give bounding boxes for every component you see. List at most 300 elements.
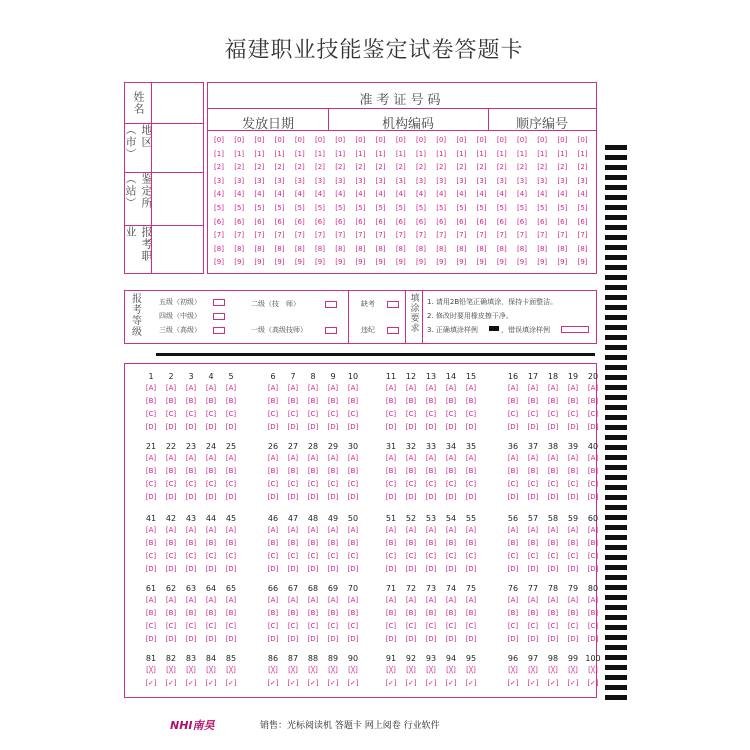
tf-bubble[interactable]: [╳]	[348, 666, 358, 674]
tf-bubble[interactable]: [✓]	[547, 679, 559, 687]
digit-bubble[interactable]: [5]	[234, 204, 245, 212]
digit-bubble[interactable]: [1]	[234, 149, 245, 158]
tf-bubble[interactable]: [✓]	[507, 679, 519, 687]
answer-bubble[interactable]: [B]	[385, 539, 397, 547]
answer-bubble[interactable]: [A]	[145, 526, 157, 534]
answer-bubble[interactable]: [C]	[587, 480, 599, 488]
answer-bubble[interactable]: [A]	[225, 526, 237, 534]
answer-bubble[interactable]: [D]	[445, 565, 457, 573]
answer-bubble[interactable]: [A]	[267, 526, 279, 534]
answer-bubble[interactable]: [B]	[405, 397, 417, 405]
digit-bubble[interactable]: [2]	[517, 163, 527, 172]
answer-bubble[interactable]: [A]	[405, 596, 417, 604]
digit-bubble[interactable]: [0]	[496, 136, 507, 144]
digit-bubble[interactable]: [9]	[517, 258, 527, 267]
answer-bubble[interactable]: [D]	[527, 565, 539, 573]
digit-bubble[interactable]: [2]	[294, 163, 305, 172]
answer-bubble[interactable]: [C]	[527, 622, 539, 630]
answer-bubble[interactable]: [A]	[225, 596, 237, 604]
answer-bubble[interactable]: [C]	[165, 480, 177, 488]
digit-bubble[interactable]: [0]	[315, 136, 325, 144]
answer-bubble[interactable]: [C]	[425, 480, 437, 488]
answer-bubble[interactable]: [C]	[465, 622, 477, 630]
answer-bubble[interactable]: [B]	[287, 539, 299, 547]
digit-bubble[interactable]: [9]	[315, 258, 325, 267]
answer-bubble[interactable]: [C]	[225, 622, 237, 630]
digit-bubble[interactable]: [9]	[335, 258, 346, 267]
digit-bubble[interactable]: [8]	[254, 244, 265, 253]
digit-bubble[interactable]: [4]	[476, 190, 487, 199]
answer-bubble[interactable]: [C]	[567, 552, 579, 560]
digit-bubble[interactable]: [3]	[294, 176, 305, 185]
answer-bubble[interactable]: [B]	[165, 467, 177, 475]
answer-bubble[interactable]: [A]	[145, 384, 157, 392]
digit-bubble[interactable]: [3]	[456, 176, 467, 185]
answer-bubble[interactable]: [C]	[267, 622, 279, 630]
answer-bubble[interactable]: [A]	[567, 526, 579, 534]
answer-bubble[interactable]: [D]	[327, 635, 339, 643]
answer-bubble[interactable]: [C]	[145, 480, 157, 488]
digit-bubble[interactable]: [7]	[557, 231, 568, 240]
answer-bubble[interactable]: [C]	[327, 552, 339, 560]
tf-bubble[interactable]: [✓]	[405, 679, 417, 687]
absent-checkbox[interactable]	[387, 301, 399, 308]
answer-bubble[interactable]: [B]	[405, 539, 417, 547]
region-field[interactable]	[151, 124, 203, 173]
digit-bubble[interactable]: [0]	[517, 136, 527, 144]
level-4-checkbox[interactable]	[213, 313, 225, 320]
violation-checkbox[interactable]	[387, 327, 399, 334]
answer-bubble[interactable]: [A]	[567, 454, 579, 462]
digit-bubble[interactable]: [5]	[456, 204, 467, 212]
answer-bubble[interactable]: [A]	[527, 526, 539, 534]
answer-bubble[interactable]: [C]	[445, 552, 457, 560]
answer-bubble[interactable]: [B]	[165, 539, 177, 547]
answer-bubble[interactable]: [D]	[567, 635, 579, 643]
digit-bubble[interactable]: [3]	[436, 176, 447, 185]
digit-bubble[interactable]: [6]	[234, 217, 245, 226]
tf-bubble[interactable]: [╳]	[206, 666, 216, 674]
answer-bubble[interactable]: [A]	[145, 596, 157, 604]
digit-bubble[interactable]: [4]	[315, 190, 325, 199]
digit-bubble[interactable]: [0]	[274, 136, 285, 144]
answer-bubble[interactable]: [C]	[205, 410, 217, 418]
digit-bubble[interactable]: [3]	[416, 176, 426, 185]
answer-bubble[interactable]: [D]	[225, 565, 237, 573]
digit-bubble[interactable]: [3]	[577, 176, 588, 185]
answer-bubble[interactable]: [A]	[347, 596, 359, 604]
digit-bubble[interactable]: [6]	[335, 217, 346, 226]
digit-bubble[interactable]: [5]	[375, 204, 386, 212]
tf-bubble[interactable]: [╳]	[508, 666, 518, 674]
answer-bubble[interactable]: [A]	[165, 596, 177, 604]
digit-bubble[interactable]: [2]	[254, 163, 265, 172]
answer-bubble[interactable]: [A]	[445, 526, 457, 534]
answer-bubble[interactable]: [B]	[587, 467, 599, 475]
tf-bubble[interactable]: [╳]	[588, 666, 598, 674]
digit-bubble[interactable]: [9]	[375, 258, 386, 267]
answer-bubble[interactable]: [B]	[587, 609, 599, 617]
answer-bubble[interactable]: [C]	[445, 480, 457, 488]
answer-bubble[interactable]: [D]	[205, 493, 217, 501]
digit-bubble[interactable]: [8]	[315, 244, 325, 253]
digit-bubble[interactable]: [1]	[456, 149, 467, 158]
answer-bubble[interactable]: [A]	[347, 454, 359, 462]
digit-bubble[interactable]: [5]	[395, 204, 406, 212]
digit-bubble[interactable]: [9]	[577, 258, 588, 267]
answer-bubble[interactable]: [D]	[465, 493, 477, 501]
tf-bubble[interactable]: [╳]	[288, 666, 298, 674]
digit-bubble[interactable]: [7]	[537, 231, 548, 240]
answer-bubble[interactable]: [C]	[225, 410, 237, 418]
answer-bubble[interactable]: [B]	[287, 467, 299, 475]
answer-bubble[interactable]: [B]	[205, 609, 217, 617]
answer-bubble[interactable]: [B]	[507, 467, 519, 475]
answer-bubble[interactable]: [B]	[185, 539, 197, 547]
answer-bubble[interactable]: [A]	[327, 526, 339, 534]
answer-bubble[interactable]: [A]	[425, 454, 437, 462]
answer-bubble[interactable]: [C]	[385, 552, 397, 560]
answer-bubble[interactable]: [D]	[165, 493, 177, 501]
answer-bubble[interactable]: [C]	[307, 410, 319, 418]
tf-bubble[interactable]: [✓]	[385, 679, 397, 687]
digit-bubble[interactable]: [7]	[274, 231, 285, 240]
digit-bubble[interactable]: [5]	[577, 204, 588, 212]
digit-bubble[interactable]: [3]	[234, 176, 245, 185]
digit-bubble[interactable]: [8]	[234, 244, 245, 253]
digit-bubble[interactable]: [5]	[476, 204, 487, 212]
answer-bubble[interactable]: [D]	[307, 635, 319, 643]
digit-bubble[interactable]: [1]	[517, 149, 527, 158]
answer-bubble[interactable]: [C]	[465, 552, 477, 560]
answer-bubble[interactable]: [B]	[507, 539, 519, 547]
digit-bubble[interactable]: [1]	[577, 149, 588, 158]
answer-bubble[interactable]: [B]	[445, 539, 457, 547]
answer-bubble[interactable]: [B]	[587, 539, 599, 547]
digit-bubble[interactable]: [0]	[577, 136, 588, 144]
answer-bubble[interactable]: [B]	[385, 397, 397, 405]
answer-bubble[interactable]: [B]	[567, 609, 579, 617]
digit-bubble[interactable]: [8]	[456, 244, 467, 253]
answer-bubble[interactable]: [A]	[587, 384, 599, 392]
digit-bubble[interactable]: [5]	[496, 204, 507, 212]
answer-bubble[interactable]: [B]	[267, 609, 279, 617]
digit-bubble[interactable]: [4]	[456, 190, 467, 199]
answer-bubble[interactable]: [A]	[527, 596, 539, 604]
answer-bubble[interactable]: [B]	[567, 539, 579, 547]
answer-bubble[interactable]: [D]	[587, 493, 599, 501]
digit-bubble[interactable]: [9]	[557, 258, 568, 267]
tf-bubble[interactable]: [╳]	[406, 666, 416, 674]
tf-bubble[interactable]: [✓]	[587, 679, 599, 687]
answer-bubble[interactable]: [D]	[145, 423, 157, 431]
answer-bubble[interactable]: [C]	[185, 622, 197, 630]
answer-bubble[interactable]: [A]	[385, 454, 397, 462]
answer-bubble[interactable]: [A]	[465, 526, 477, 534]
answer-bubble[interactable]: [B]	[385, 467, 397, 475]
answer-bubble[interactable]: [C]	[425, 410, 437, 418]
tf-bubble[interactable]: [╳]	[328, 666, 338, 674]
digit-bubble[interactable]: [0]	[557, 136, 568, 144]
answer-bubble[interactable]: [C]	[385, 480, 397, 488]
answer-bubble[interactable]: [A]	[287, 596, 299, 604]
digit-bubble[interactable]: [1]	[375, 149, 386, 158]
answer-bubble[interactable]: [D]	[327, 565, 339, 573]
answer-bubble[interactable]: [B]	[547, 609, 559, 617]
digit-bubble[interactable]: [9]	[496, 258, 507, 267]
digit-bubble[interactable]: [1]	[416, 149, 426, 158]
tf-bubble[interactable]: [✓]	[465, 679, 477, 687]
digit-bubble[interactable]: [1]	[214, 149, 224, 158]
tf-bubble[interactable]: [╳]	[146, 666, 156, 674]
answer-bubble[interactable]: [B]	[205, 397, 217, 405]
answer-bubble[interactable]: [C]	[527, 410, 539, 418]
answer-bubble[interactable]: [D]	[405, 635, 417, 643]
digit-bubble[interactable]: [6]	[395, 217, 406, 226]
answer-bubble[interactable]: [B]	[145, 539, 157, 547]
answer-bubble[interactable]: [A]	[385, 384, 397, 392]
answer-bubble[interactable]: [B]	[225, 397, 237, 405]
tf-bubble[interactable]: [╳]	[466, 666, 476, 674]
answer-bubble[interactable]: [A]	[185, 526, 197, 534]
answer-bubble[interactable]: [B]	[185, 609, 197, 617]
answer-bubble[interactable]: [A]	[165, 526, 177, 534]
digit-bubble[interactable]: [7]	[234, 231, 245, 240]
level-5-checkbox[interactable]	[213, 299, 225, 306]
digit-bubble[interactable]: [9]	[355, 258, 366, 267]
answer-bubble[interactable]: [A]	[405, 454, 417, 462]
digit-bubble[interactable]: [5]	[335, 204, 346, 212]
digit-bubble[interactable]: [8]	[436, 244, 447, 253]
answer-bubble[interactable]: [D]	[145, 635, 157, 643]
digit-bubble[interactable]: [8]	[355, 244, 366, 253]
answer-bubble[interactable]: [D]	[507, 423, 519, 431]
digit-bubble[interactable]: [6]	[375, 217, 386, 226]
answer-bubble[interactable]: [C]	[165, 552, 177, 560]
digit-bubble[interactable]: [5]	[537, 204, 548, 212]
digit-bubble[interactable]: [8]	[395, 244, 406, 253]
answer-bubble[interactable]: [A]	[425, 384, 437, 392]
digit-bubble[interactable]: [9]	[254, 258, 265, 267]
answer-bubble[interactable]: [B]	[145, 467, 157, 475]
digit-bubble[interactable]: [3]	[254, 176, 265, 185]
answer-bubble[interactable]: [D]	[385, 423, 397, 431]
answer-bubble[interactable]: [A]	[307, 454, 319, 462]
answer-bubble[interactable]: [B]	[287, 397, 299, 405]
answer-bubble[interactable]: [D]	[327, 423, 339, 431]
answer-bubble[interactable]: [D]	[567, 423, 579, 431]
digit-bubble[interactable]: [5]	[416, 204, 426, 212]
digit-bubble[interactable]: [9]	[234, 258, 245, 267]
answer-bubble[interactable]: [D]	[445, 493, 457, 501]
tf-bubble[interactable]: [✓]	[445, 679, 457, 687]
digit-bubble[interactable]: [4]	[416, 190, 426, 199]
tf-bubble[interactable]: [╳]	[186, 666, 196, 674]
answer-bubble[interactable]: [B]	[267, 397, 279, 405]
digit-bubble[interactable]: [1]	[557, 149, 568, 158]
answer-bubble[interactable]: [C]	[225, 480, 237, 488]
answer-bubble[interactable]: [C]	[145, 622, 157, 630]
answer-bubble[interactable]: [B]	[225, 467, 237, 475]
digit-bubble[interactable]: [6]	[577, 217, 588, 226]
answer-bubble[interactable]: [B]	[527, 609, 539, 617]
answer-bubble[interactable]: [A]	[347, 384, 359, 392]
answer-bubble[interactable]: [B]	[327, 397, 339, 405]
answer-bubble[interactable]: [A]	[267, 596, 279, 604]
answer-bubble[interactable]: [D]	[185, 635, 197, 643]
answer-bubble[interactable]: [B]	[347, 539, 359, 547]
answer-bubble[interactable]: [C]	[327, 410, 339, 418]
answer-bubble[interactable]: [B]	[507, 397, 519, 405]
answer-bubble[interactable]: [A]	[547, 454, 559, 462]
answer-bubble[interactable]: [D]	[385, 635, 397, 643]
answer-bubble[interactable]: [D]	[267, 493, 279, 501]
answer-bubble[interactable]: [A]	[445, 596, 457, 604]
answer-bubble[interactable]: [D]	[587, 565, 599, 573]
answer-bubble[interactable]: [A]	[385, 526, 397, 534]
answer-bubble[interactable]: [A]	[547, 596, 559, 604]
tf-bubble[interactable]: [✓]	[225, 679, 237, 687]
answer-bubble[interactable]: [D]	[527, 493, 539, 501]
answer-bubble[interactable]: [A]	[445, 454, 457, 462]
answer-bubble[interactable]: [B]	[307, 609, 319, 617]
answer-bubble[interactable]: [D]	[327, 493, 339, 501]
answer-bubble[interactable]: [D]	[507, 635, 519, 643]
digit-bubble[interactable]: [1]	[476, 149, 487, 158]
tf-bubble[interactable]: [╳]	[386, 666, 396, 674]
answer-bubble[interactable]: [A]	[267, 384, 279, 392]
answer-bubble[interactable]: [D]	[185, 565, 197, 573]
answer-bubble[interactable]: [A]	[465, 384, 477, 392]
answer-bubble[interactable]: [C]	[347, 480, 359, 488]
digit-bubble[interactable]: [3]	[557, 176, 568, 185]
answer-bubble[interactable]: [B]	[347, 467, 359, 475]
answer-bubble[interactable]: [D]	[185, 423, 197, 431]
digit-bubble[interactable]: [0]	[436, 136, 447, 144]
digit-bubble[interactable]: [6]	[315, 217, 325, 226]
answer-bubble[interactable]: [A]	[145, 454, 157, 462]
answer-bubble[interactable]: [B]	[425, 467, 437, 475]
answer-bubble[interactable]: [A]	[527, 384, 539, 392]
answer-bubble[interactable]: [C]	[425, 552, 437, 560]
answer-bubble[interactable]: [C]	[507, 552, 519, 560]
digit-bubble[interactable]: [9]	[395, 258, 406, 267]
digit-bubble[interactable]: [4]	[234, 190, 245, 199]
answer-bubble[interactable]: [D]	[225, 423, 237, 431]
answer-bubble[interactable]: [D]	[225, 635, 237, 643]
digit-bubble[interactable]: [6]	[496, 217, 507, 226]
answer-bubble[interactable]: [A]	[327, 596, 339, 604]
answer-bubble[interactable]: [C]	[307, 480, 319, 488]
digit-bubble[interactable]: [7]	[214, 231, 224, 240]
tf-bubble[interactable]: [✓]	[327, 679, 339, 687]
answer-bubble[interactable]: [D]	[547, 565, 559, 573]
answer-bubble[interactable]: [B]	[547, 397, 559, 405]
answer-bubble[interactable]: [C]	[587, 622, 599, 630]
answer-bubble[interactable]: [C]	[405, 480, 417, 488]
answer-bubble[interactable]: [D]	[465, 565, 477, 573]
answer-bubble[interactable]: [C]	[267, 410, 279, 418]
tf-bubble[interactable]: [╳]	[268, 666, 278, 674]
answer-bubble[interactable]: [D]	[405, 493, 417, 501]
digit-bubble[interactable]: [5]	[274, 204, 285, 212]
digit-bubble[interactable]: [3]	[476, 176, 487, 185]
tf-bubble[interactable]: [╳]	[446, 666, 456, 674]
answer-bubble[interactable]: [C]	[205, 552, 217, 560]
answer-bubble[interactable]: [C]	[287, 552, 299, 560]
answer-bubble[interactable]: [D]	[225, 493, 237, 501]
answer-bubble[interactable]: [B]	[445, 467, 457, 475]
answer-bubble[interactable]: [A]	[287, 454, 299, 462]
answer-bubble[interactable]: [D]	[267, 423, 279, 431]
answer-bubble[interactable]: [B]	[425, 539, 437, 547]
answer-bubble[interactable]: [C]	[547, 622, 559, 630]
digit-bubble[interactable]: [6]	[517, 217, 527, 226]
answer-bubble[interactable]: [D]	[425, 565, 437, 573]
digit-bubble[interactable]: [5]	[517, 204, 527, 212]
digit-bubble[interactable]: [3]	[496, 176, 507, 185]
answer-bubble[interactable]: [A]	[587, 526, 599, 534]
tf-bubble[interactable]: [✓]	[347, 679, 359, 687]
answer-bubble[interactable]: [B]	[307, 539, 319, 547]
answer-bubble[interactable]: [D]	[205, 635, 217, 643]
answer-bubble[interactable]: [D]	[165, 635, 177, 643]
answer-bubble[interactable]: [A]	[425, 596, 437, 604]
digit-bubble[interactable]: [0]	[234, 136, 245, 144]
digit-bubble[interactable]: [0]	[335, 136, 346, 144]
digit-bubble[interactable]: [4]	[436, 190, 447, 199]
answer-bubble[interactable]: [C]	[465, 410, 477, 418]
answer-bubble[interactable]: [C]	[445, 410, 457, 418]
tf-bubble[interactable]: [✓]	[165, 679, 177, 687]
answer-bubble[interactable]: [A]	[405, 384, 417, 392]
answer-bubble[interactable]: [C]	[507, 622, 519, 630]
answer-bubble[interactable]: [A]	[507, 454, 519, 462]
digit-bubble[interactable]: [9]	[214, 258, 224, 267]
answer-bubble[interactable]: [B]	[307, 467, 319, 475]
answer-bubble[interactable]: [B]	[547, 539, 559, 547]
answer-bubble[interactable]: [B]	[527, 539, 539, 547]
tf-bubble[interactable]: [✓]	[527, 679, 539, 687]
answer-bubble[interactable]: [A]	[205, 526, 217, 534]
answer-bubble[interactable]: [C]	[267, 480, 279, 488]
answer-bubble[interactable]: [C]	[327, 480, 339, 488]
digit-bubble[interactable]: [6]	[537, 217, 548, 226]
answer-bubble[interactable]: [C]	[547, 552, 559, 560]
digit-bubble[interactable]: [2]	[335, 163, 346, 172]
answer-bubble[interactable]: [C]	[225, 552, 237, 560]
digit-bubble[interactable]: [4]	[375, 190, 386, 199]
answer-bubble[interactable]: [A]	[165, 384, 177, 392]
digit-bubble[interactable]: [5]	[355, 204, 366, 212]
answer-bubble[interactable]: [A]	[567, 596, 579, 604]
answer-bubble[interactable]: [A]	[465, 596, 477, 604]
answer-bubble[interactable]: [B]	[307, 397, 319, 405]
answer-bubble[interactable]: [A]	[547, 526, 559, 534]
digit-bubble[interactable]: [8]	[517, 244, 527, 253]
answer-bubble[interactable]: [A]	[185, 596, 197, 604]
answer-bubble[interactable]: [D]	[205, 565, 217, 573]
digit-bubble[interactable]: [6]	[436, 217, 447, 226]
digit-bubble[interactable]: [7]	[254, 231, 265, 240]
digit-bubble[interactable]: [1]	[496, 149, 507, 158]
digit-bubble[interactable]: [0]	[375, 136, 386, 144]
answer-bubble[interactable]: [B]	[267, 467, 279, 475]
digit-bubble[interactable]: [0]	[476, 136, 487, 144]
digit-bubble[interactable]: [5]	[294, 204, 305, 212]
digit-bubble[interactable]: [2]	[416, 163, 426, 172]
tf-bubble[interactable]: [✓]	[425, 679, 437, 687]
